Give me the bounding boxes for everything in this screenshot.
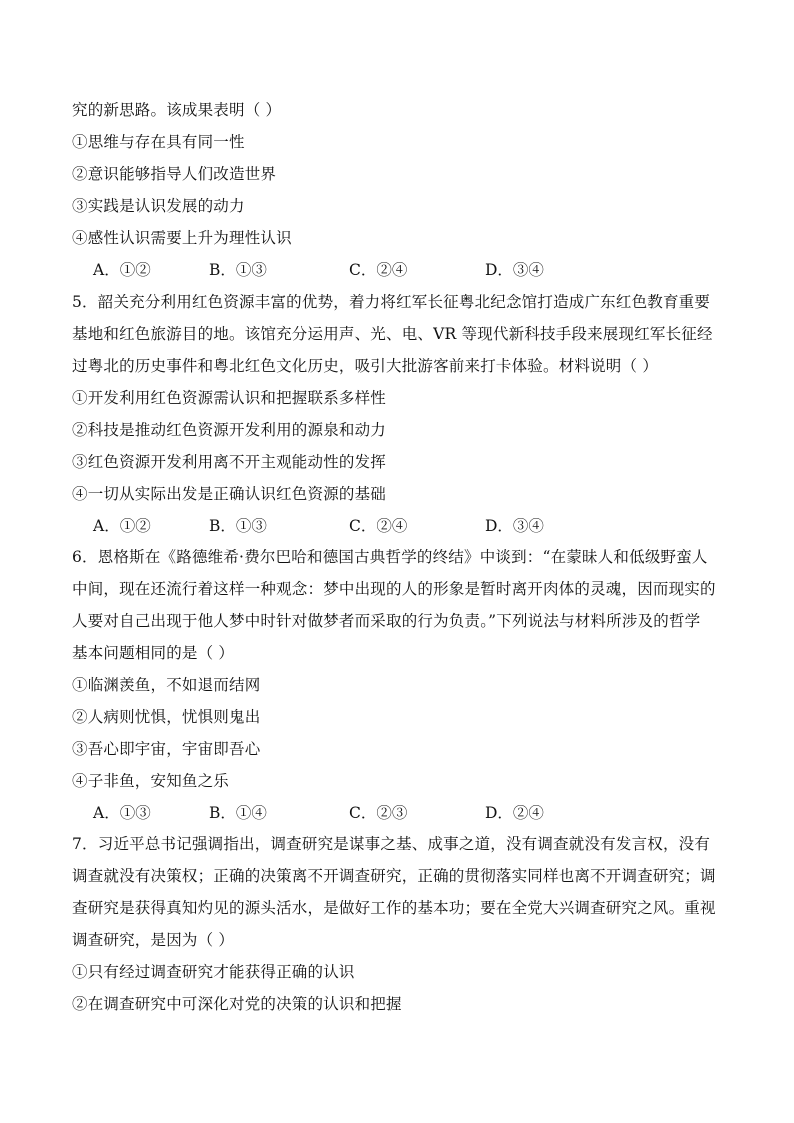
option-b: B．①③ [209,261,267,279]
text-line: ②在调查研究中可深化对党的决策的认识和把握 [72,995,402,1013]
answer-options [93,516,713,536]
option-d: D．②④ [485,804,544,822]
text-line: 人要对自己出现于他人梦中时针对做梦者而采取的行为负责。”下列说法与材料所涉及的哲学 [72,612,701,630]
option-a: A．①③ [93,804,151,822]
text-line: ③实践是认识发展的动力 [72,197,245,215]
option-c: C．②④ [349,517,408,535]
answer-options [93,803,713,823]
option-b: B．①③ [209,517,267,535]
text-line: 过粤北的历史事件和粤北红色文化历史，吸引大批游客前来打卡体验。材料说明（ ） [72,357,659,375]
text-line: ①思维与存在具有同一性 [72,133,245,151]
text-line: ④一切从实际出发是正确认识红色资源的基础 [72,485,387,503]
text-line: ③吾心即宇宙，宇宙即吾心 [72,740,261,758]
text-line: 调查就没有决策权；正确的决策离不开调查研究，正确的贯彻落实同样也离不开调查研究；调 [72,867,716,885]
text-line: 查研究是获得真知灼见的源头活水，是做好工作的基本功；要在全党大兴调查研究之风。重视 [72,899,716,917]
text-line: ④子非鱼，安知鱼之乐 [72,772,230,790]
question-6-line: 6．恩格斯在《路德维希·费尔巴哈和德国古典哲学的终结》中谈到：“在蒙昧人和低级野蛮人 [72,548,708,566]
text-line: ①临渊羡鱼，不如退而结网 [72,676,261,694]
option-b: B．①④ [209,804,267,822]
option-a: A．①② [93,261,151,279]
option-c: C．②④ [349,261,408,279]
answer-options [93,260,713,280]
text-line: 基本问题相同的是（ ） [72,644,235,662]
text-line: ③红色资源开发利用离不开主观能动性的发挥 [72,453,387,471]
text-line: 究的新思路。该成果表明（ ） [72,101,282,119]
text-line: ②科技是推动红色资源开发利用的源泉和动力 [72,421,387,439]
text-line: ②意识能够指导人们改造世界 [72,165,277,183]
text-line: 中间，现在还流行着这样一种观念：梦中出现的人的形象是暂时离开肉体的灵魂，因而现实的 [72,580,716,598]
text-line: 调查研究，是因为（ ） [72,931,235,949]
text-line: ①开发利用红色资源需认识和把握联系多样性 [72,389,387,407]
text-line: 基地和红色旅游目的地。该馆充分运用声、光、电、VR 等现代新科技手段来展现红军长征经 [72,325,713,343]
option-d: D．③④ [485,517,544,535]
text-line: ②人病则忧惧，忧惧则鬼出 [72,708,261,726]
text-line: ④感性认识需要上升为理性认识 [72,229,292,247]
text-line: ①只有经过调查研究才能获得正确的认识 [72,963,355,981]
option-c: C．②③ [349,804,408,822]
option-a: A．①② [93,517,151,535]
question-7-line: 7．习近平总书记强调指出，调查研究是谋事之基、成事之道，没有调查就没有发言权，没有 [72,835,711,853]
option-d: D．③④ [485,261,544,279]
question-5-line: 5．韶关充分利用红色资源丰富的优势，着力将红军长征粤北纪念馆打造成广东红色教育重要 [72,293,711,311]
